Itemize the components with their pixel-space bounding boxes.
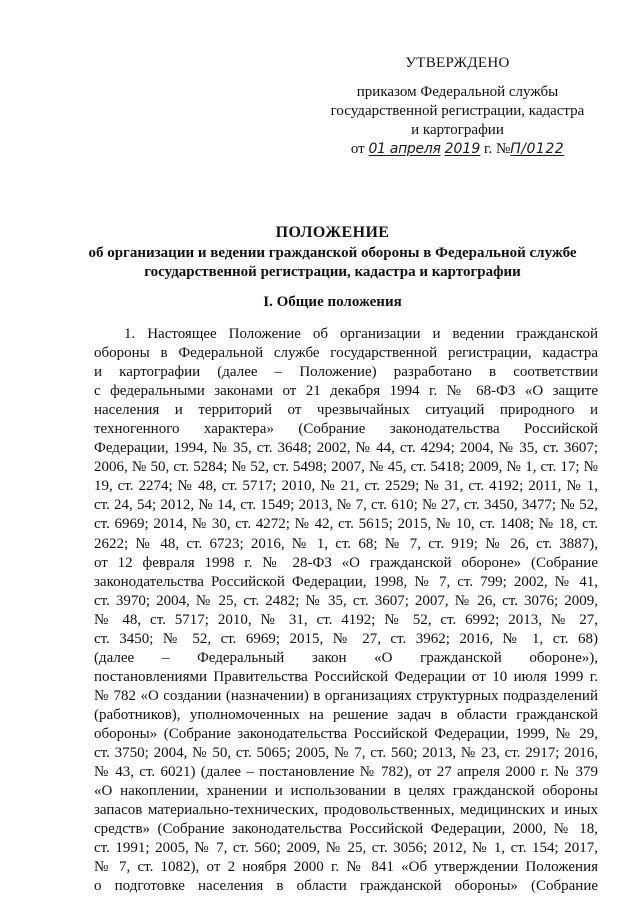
body-line: запасов материально-технических, продовольственных, медицинских и иных	[94, 802, 598, 819]
approval-stamp-title: УТВЕРЖДЕНО	[405, 55, 510, 71]
body-paragraph	[94, 325, 598, 896]
document-title: ПОЛОЖЕНИЕ	[275, 224, 390, 241]
body-line: обороны» (Собрание законодательства Российской Федерации, 1999, № 29,	[94, 725, 598, 742]
document-subtitle-line-1: об организации и ведении гражданской обороны в Федеральной службе	[88, 245, 577, 261]
body-line: Федерации, 1994, № 35, ст. 3648; 2002, № 44, ст. 4294; 2004, № 35, ст. 3607;	[94, 440, 598, 457]
approval-line-3: и картографии	[411, 122, 504, 138]
handwritten-year: 2019	[444, 141, 481, 157]
approval-line-2: государственной регистрации, кадастра	[330, 103, 585, 119]
approval-number-prefix: г. №	[484, 141, 511, 157]
body-line: № 7, ст. 1082), от 2 ноября 2000 г. № 841 «Об утверждении Положения	[94, 859, 598, 876]
body-line: ст. 3970; 2004, № 25, ст. 2482; № 35, ст. 3607; 2007, № 26, ст. 3076; 2009,	[94, 592, 598, 609]
body-line: (работников), уполномоченных на решение задач в области гражданской	[94, 706, 598, 723]
approval-date-number-line	[325, 140, 590, 159]
body-line: ст. 1991; 2005, № 7, ст. 560; 2009, № 25, ст. 3056; 2012, № 1, ст. 154; 2017,	[94, 840, 598, 857]
body-line: с федеральными законами от 21 декабря 1994 г. № 68-ФЗ «О защите	[94, 383, 598, 400]
body-line: ст. 3450; № 52, ст. 6969; 2015, № 27, ст. 3962; 2016, № 1, ст. 68)	[94, 630, 598, 647]
body-line: населения и территорий от чрезвычайных ситуаций природного и	[94, 402, 598, 419]
section-heading: I. Общие положения	[263, 294, 402, 310]
body-line: законодательства Российской Федерации, 1998, № 7, ст. 799; 2002, № 41,	[94, 573, 598, 590]
approval-date-prefix: от	[350, 141, 365, 157]
body-line: ст. 3750; 2004, № 50, ст. 5065; 2005, № 7, ст. 560; 2013, № 23, ст. 2917; 2016,	[94, 745, 598, 762]
body-line: постановлениями Правительства Российской Федерации от 10 июля 1999 г.	[94, 668, 598, 685]
body-line: техногенного характера» (Собрание законодательства Российской	[94, 421, 598, 438]
document-title-block	[60, 223, 605, 282]
body-line: от 12 февраля 1998 г. № 28-ФЗ «О гражданской обороне» (Собрание	[94, 554, 598, 571]
body-line: 1. Настоящее Положение об организации и ведении гражданской	[124, 326, 598, 342]
body-line: о подготовке населения в области гражданской обороны» (Собрание	[94, 878, 598, 895]
body-line: 2006, № 50, ст. 5284; № 52, ст. 5498; 2007, № 45, ст. 5418; 2009, № 1, ст. 17; №	[94, 459, 598, 476]
body-line: 19, ст. 2274; № 48, ст. 5717; 2010, № 21, ст. 2529; № 31, ст. 4192; 2011, № 1,	[94, 478, 598, 495]
body-line: № 43, ст. 6021) (далее – постановление № 782), от 27 апреля 2000 г. № 379	[94, 764, 598, 781]
body-line: «О накоплении, хранении и использовании в целях гражданской обороны	[94, 783, 598, 800]
body-line: ст. 6969; 2014, № 30, ст. 4272; № 42, ст. 5615; 2015, № 10, ст. 1408; № 18, ст.	[94, 516, 598, 533]
body-line: средств» (Собрание законодательства Российской Федерации, 2000, № 18,	[94, 821, 598, 838]
body-line: № 48, ст. 5717; 2010, № 31, ст. 4192; № 52, ст. 6992; 2013, № 27,	[94, 611, 598, 628]
body-line: (далее – Федеральный закон «О гражданской обороне»),	[94, 649, 598, 666]
body-line: обороны в Федеральной службе государственной регистрации, кадастра	[94, 345, 598, 362]
handwritten-date: 01 апреля	[368, 141, 441, 157]
handwritten-order-number: П/0122	[510, 141, 565, 157]
approval-line-1: приказом Федеральной службы	[356, 84, 559, 100]
body-line: № 782 «О создании (назначении) в организациях структурных подразделений	[94, 687, 598, 704]
document-subtitle-line-2: государственной регистрации, кадастра и картографии	[144, 264, 521, 280]
approval-block	[325, 54, 590, 159]
body-line: ст. 24, 54; 2012, № 14, ст. 1549; 2013, № 7, ст. 610; № 27, ст. 3450, 3477; № 52,	[94, 497, 598, 514]
body-line: и картографии (далее – Положение) разработано в соответствии	[94, 364, 598, 381]
body-line: 2622; № 48, ст. 6723; 2016, № 1, ст. 68; № 7, ст. 919; № 26, ст. 3887),	[94, 535, 598, 552]
